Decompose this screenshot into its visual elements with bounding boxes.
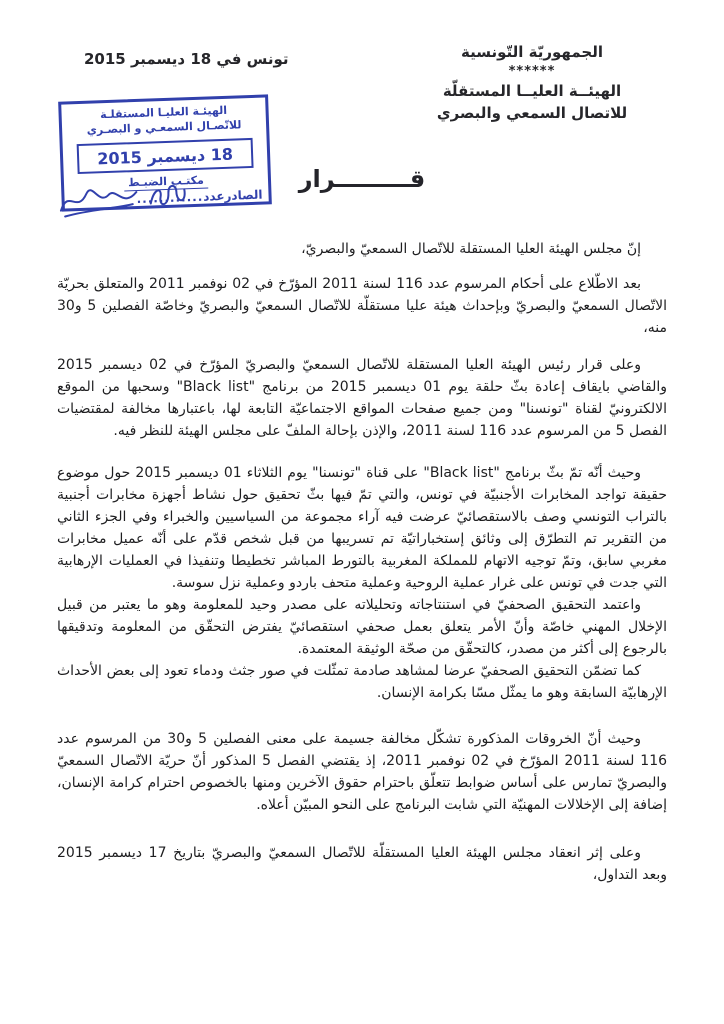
stamp-serial-label: الصادرعدد — [202, 187, 263, 204]
date-place-line: تونس في 18 ديسمبر 2015 — [84, 50, 289, 68]
paragraph-violations: وحيث أنّ الخروقات المذكورة تشكّل مخالفة جسيمة على معنى الفصلين 5 و30 من المرسوم عدد 116 لسنة 2011 المؤرّخ في 02 نوفمبر 2011، إذ يقتضي الفصل 5 المذكور أنّ حريّة الاتّصال السمعيّ والبصريّ تمارس على أساس ضوابط تتعلّق باحترام حقوق الآخرين ومنها بالخصوص احترام كرامة الإنسان، إضافة إلى الإخلالات المهنيّة التي شابت البرنامج على النحو المبيّن أعلاه. — [57, 731, 668, 813]
stamp-date-box: 18 ديسمبر 2015 — [77, 138, 254, 174]
paragraph-broadcast-facts: وحيث أنّه تمّ بثّ برنامج "Black list" على قناة "تونسنا" يوم الثلاثاء 01 ديسمبر 2015 حول موضوع حقيقة تواجد المخابرات الأجنبيّة في تونس، والتي تمّ فيها بثّ تحقيق حول نشاط أجهزة مخابرات أجنبية بالتراب التونسي وصف بالاستقصائيّ عرضت فيه آراء مجموعة من السياسيين والخبراء وفي الجزء الثاني من التقرير تم التطرّق إلى وثائق إستخباراتيّة تم تسريبها من قبل شخص قدّم على أنّه عميل مخابرات مغربي سابق، وتمّ توجيه الاتهام للمملكة المغربية بالتورط المباشر تخطيطا وتنفيذا في العمليات الإرهابية التي جدت في تونس على غرار عملية الروحية وعملية متحف باردو وعملية نزل سوسة. — [57, 465, 667, 591]
paragraph-single-source: واعتمد التحقيق الصحفيّ في استنتاجاته وتحليلاته على مصدر وحيد للمعلومة وهو ما يعتبر من قبيل الإخلال المهني خاصّة وأنّ الأمر يتعلق بعمل صحفي استقصائيّ يفترض التحقّق من المعلومة وتدقيقها بالرجوع إلى أكثر من مصدر، كالتحقّق من صحّة الوثيقة المعتمدة. — [57, 597, 667, 657]
stars-separator: ****** — [508, 63, 556, 79]
paragraph-decree-116-reference: بعد الاطّلاع على أحكام المرسوم عدد 116 لسنة 2011 المؤرّخ في 02 نوفمبر 2011 والمتعلق بحريّة الاتّصال السمعيّ والبصريّ وبإحداث هيئة عليا مستقلّة للاتّصال السمعيّ والبصريّ وخاصّة الفصلين 5 و30 منه، — [57, 276, 667, 336]
paragraph-council-intro: إنّ مجلس الهيئة العليا المستقلة للاتّصال السمعيّ والبصريّ، — [301, 241, 641, 257]
paragraph-shocking-scenes: كما تضمّن التحقيق الصحفيّ عرضا لمشاهد صادمة تمثّلت في صور جثث ودماء تعود إلى بعض الأحداث الإرهابيّة السابقة وهو ما يمثّل مسّا بكرامة الإنسان. — [57, 663, 667, 701]
document-body — [57, 238, 667, 901]
stamp-org-line2: للاتّصـال السمعـي و البصـري — [86, 118, 242, 137]
stamp-office-line: مكتـب الضبـط — [70, 171, 262, 192]
letterhead — [392, 42, 672, 125]
paragraph-president-decision: وعلى قرار رئيس الهيئة العليا المستقلة للاتّصال السمعيّ والبصريّ المؤرّخ في 02 ديسمبر 2015 والقاضي بايقاف إعادة بثّ حلقة يوم 01 ديسمبر 2015 من برنامج "Black list" وسحبها من الموقع الالكترونيّ لقناة "تونسنا" ومن جميع صفحات المواقع الاجتماعيّة التابعة لها، باعتبارها مخالفة لمقتضيات الفصل 5 من المرسوم عدد 116 لسنة 2011، والإذن بإحالة الملفّ على مجلس الهيئة للنظر فيه. — [57, 357, 668, 439]
paragraph-council-meeting: وعلى إثر انعقاد مجلس الهيئة العليا المستقلّة للاتّصال السمعيّ والبصريّ بتاريخ 17 ديسمبر 2015 وبعد التداول، — [57, 845, 667, 883]
authority-name-line1: الهيئــة العليــا المستقلّة — [442, 82, 622, 101]
stamp-org-line1: الهيئـة العليـا المستقلـة — [99, 103, 228, 122]
stamp-serial-dots: ............ — [136, 189, 204, 207]
republic-line: الجمهوريّة التّونسية — [461, 43, 603, 61]
registry-stamp — [58, 94, 272, 211]
authority-name-line2: للاتصال السمعي والبصري — [436, 103, 628, 122]
document-title: قـــــــــرار — [298, 165, 426, 193]
